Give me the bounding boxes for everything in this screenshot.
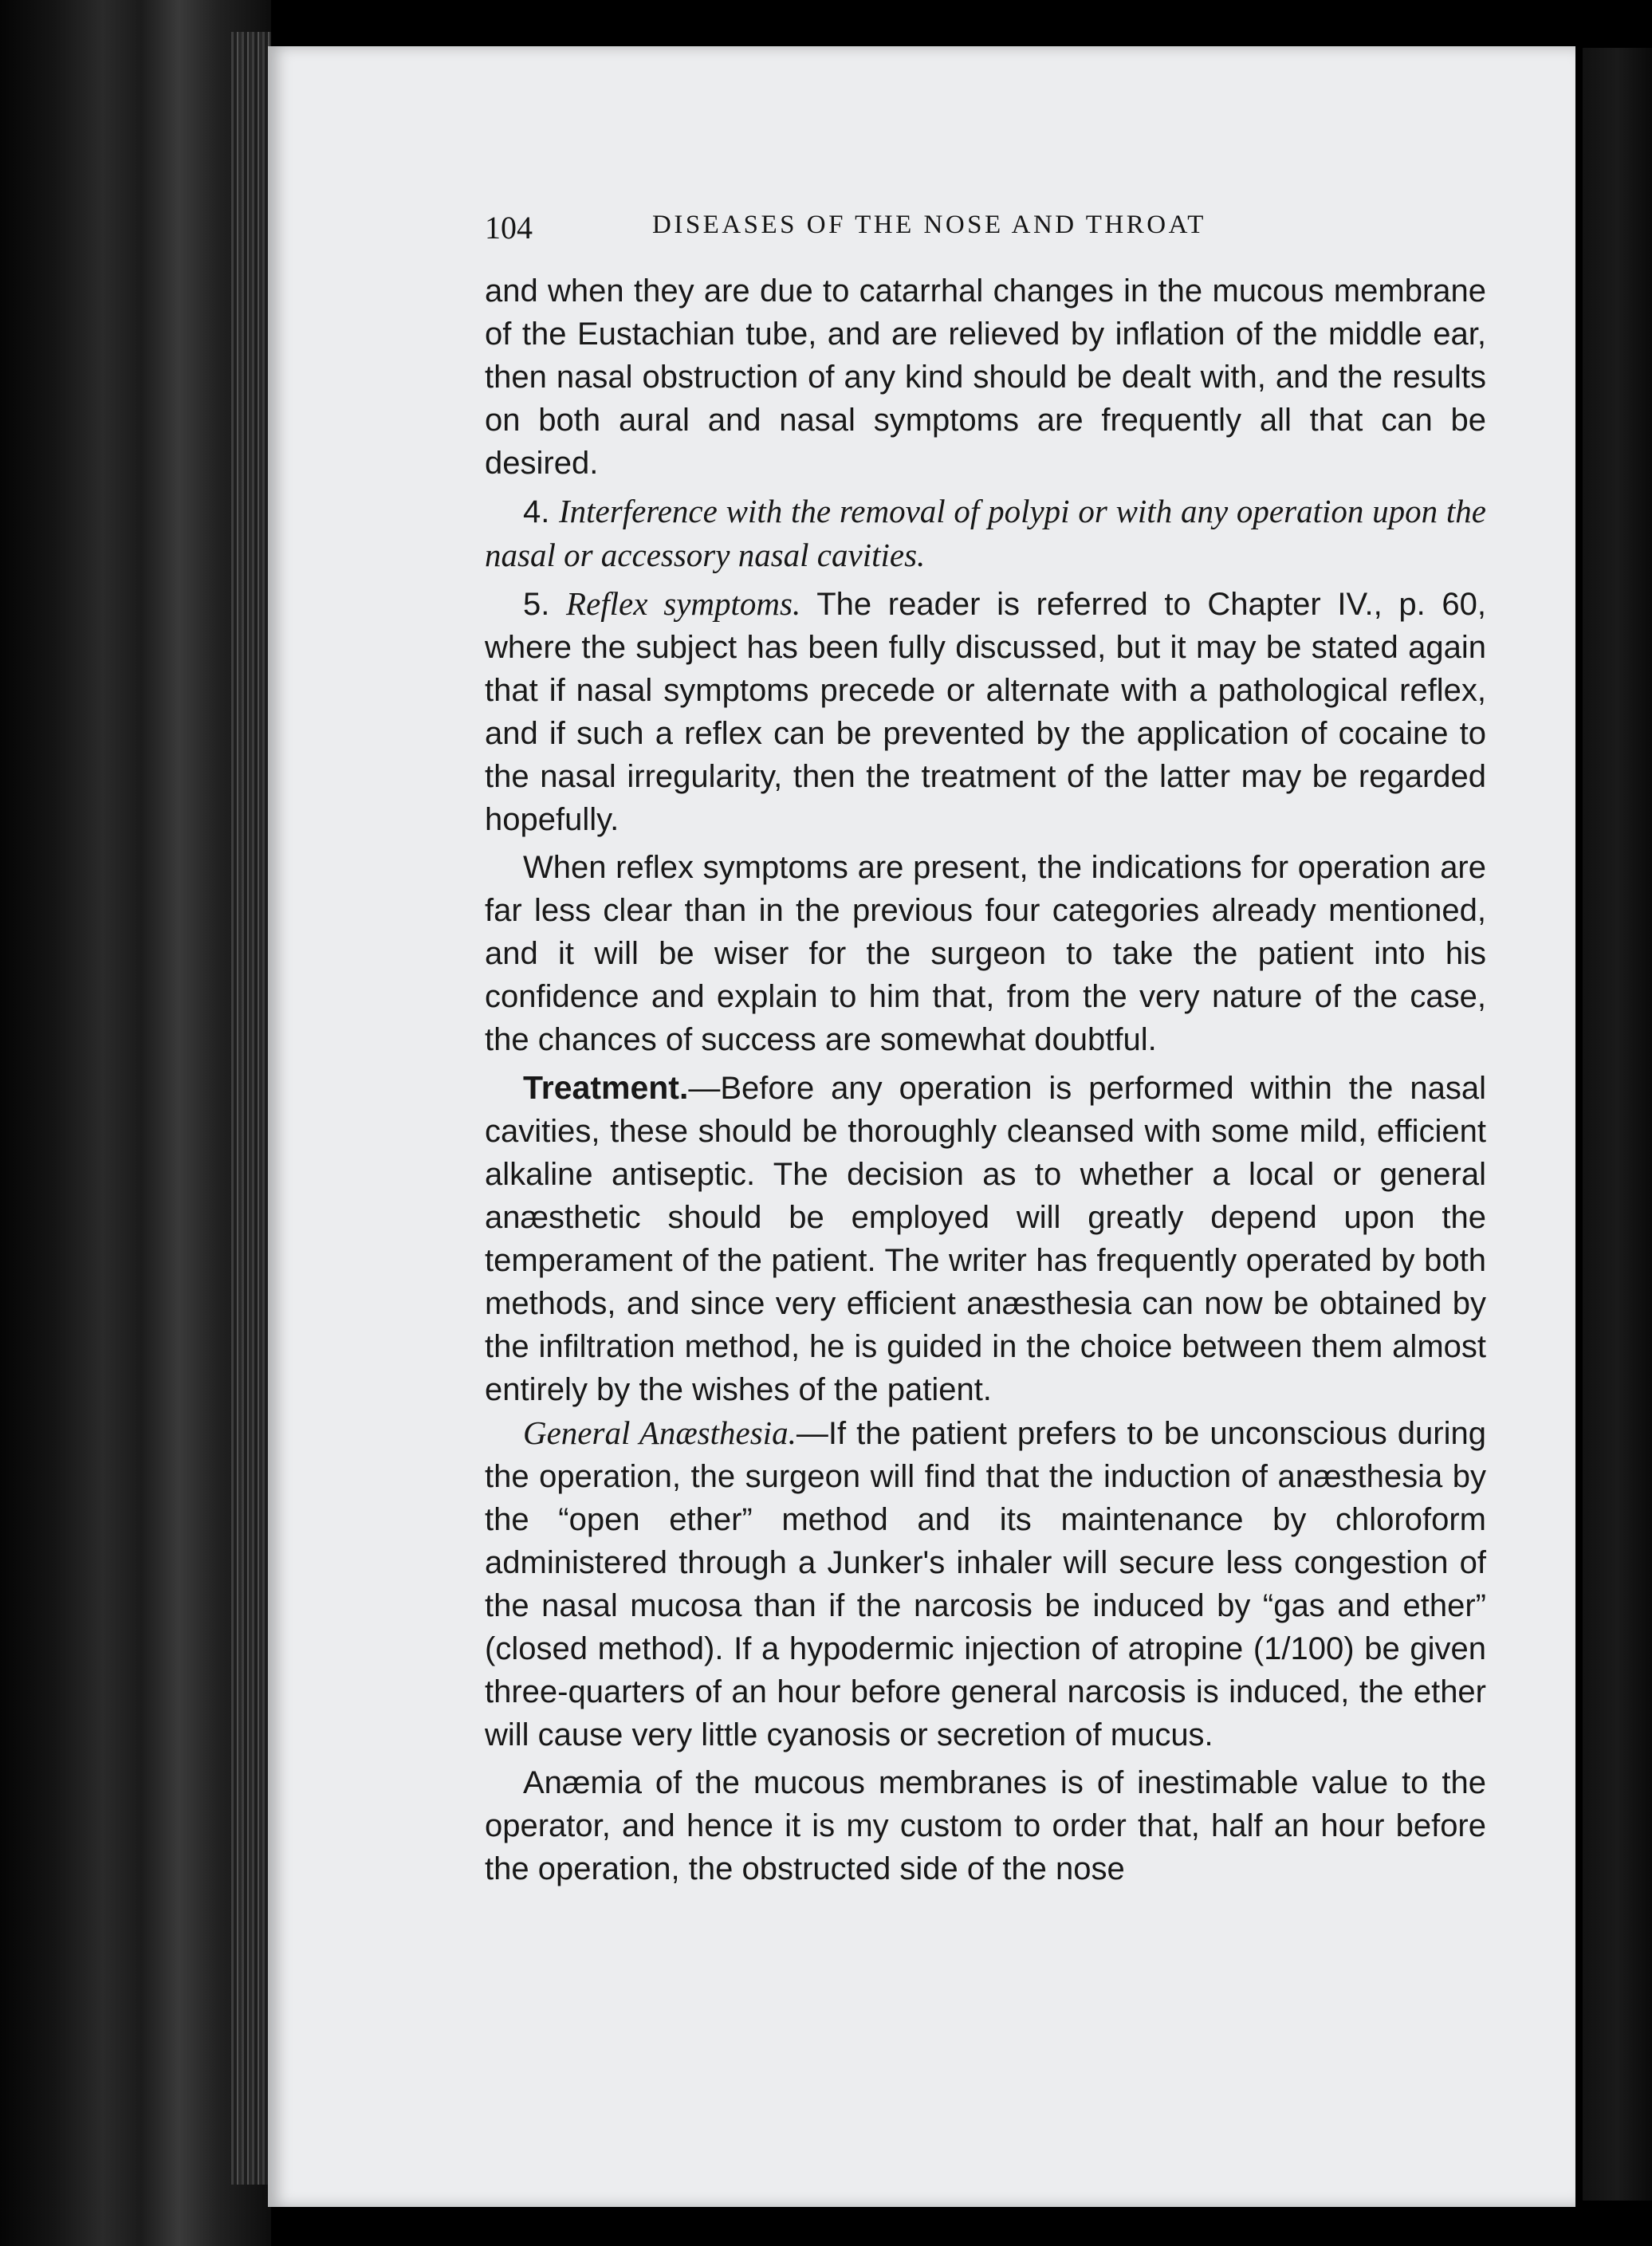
item-number: 4. (523, 494, 550, 529)
item-heading: Reflex symptoms. (566, 585, 801, 622)
paragraph-anaemia: Anæmia of the mucous membranes is of inestimable value to the operator, and hence it is my custom to order that, half an hour before the operation, the obstructed side of the nose (485, 1765, 1486, 1886)
running-title: DISEASES OF THE NOSE AND THROAT (652, 210, 1206, 239)
subsection-text: —If the patient prefers to be unconscious during the operation, the surgeon will find that the induction of anæsthesia by the “open ether” method and its maintenance by chloroform administered through a Junker's inhaler will secure less congestion of the nasal mucosa than if the narcosis be induced by “gas and ether” (closed method). If a hypodermic injection of atropine (1/100) be given three-quarters of an hour before general narcosis is induced, the ether will cause very little cyanosis or secretion of mucus. (485, 1416, 1486, 1752)
item-heading: Interference with the removal of polypi or with any operation upon the nasal or accessory nasal cavities. (485, 493, 1486, 573)
section-text: —Before any operation is performed within the nasal cavities, these should be thoroughly cleansed with some mild, efficient alkaline antiseptic. The decision as to whether a local or general anæsthetic should be employed will greatly depend upon the temperament of the patient. The writer has frequently operated by both methods, and since very efficient anæsthesia can now be obtained by the infiltration method, he is guided in the choice between them almost entirely by the wishes of the patient. (485, 1071, 1486, 1407)
section-heading: Treatment. (523, 1069, 689, 1106)
paragraph-reflex: When reflex symptoms are present, the indications for operation are far less clear than in the previous four categories already mentioned, and it will be wiser for the surgeon to take the patient into his confidence and explain to him that, from the very nature of the case, the chances of success are somewhat doubtful. (485, 850, 1486, 1057)
book-spine (0, 0, 271, 2246)
body-text (485, 269, 1486, 1890)
paragraph-item-5 (485, 582, 1486, 841)
running-header (485, 209, 1290, 246)
item-text: The reader is referred to Chapter IV., p. 60, where the subject has been fully discussed, but it may be stated again that if nasal symptoms precede or alternate with a pathological reflex, and if such a reflex can be prevented by the application of cocaine to the nasal irregularity, then the treatment of the latter may be regarded hopefully. (485, 587, 1486, 837)
paragraph-item-4 (485, 490, 1486, 577)
paragraph-treatment (485, 1066, 1486, 1411)
paragraph-continuation: and when they are due to catarrhal changes in the mucous membrane of the Eustachian tube, and are relieved by inflation of the middle ear, then nasal obstruction of any kind should be dealt with, and the results on both aural and nasal symptoms are frequently all that can be desired. (485, 273, 1486, 481)
item-number: 5. (523, 587, 550, 622)
page-number: 104 (485, 210, 533, 246)
facing-page-edge (1583, 48, 1652, 2201)
page-edges (231, 32, 271, 2185)
paragraph-general-anaesthesia (485, 1411, 1486, 1756)
subsection-heading: General Anæsthesia. (523, 1414, 796, 1451)
